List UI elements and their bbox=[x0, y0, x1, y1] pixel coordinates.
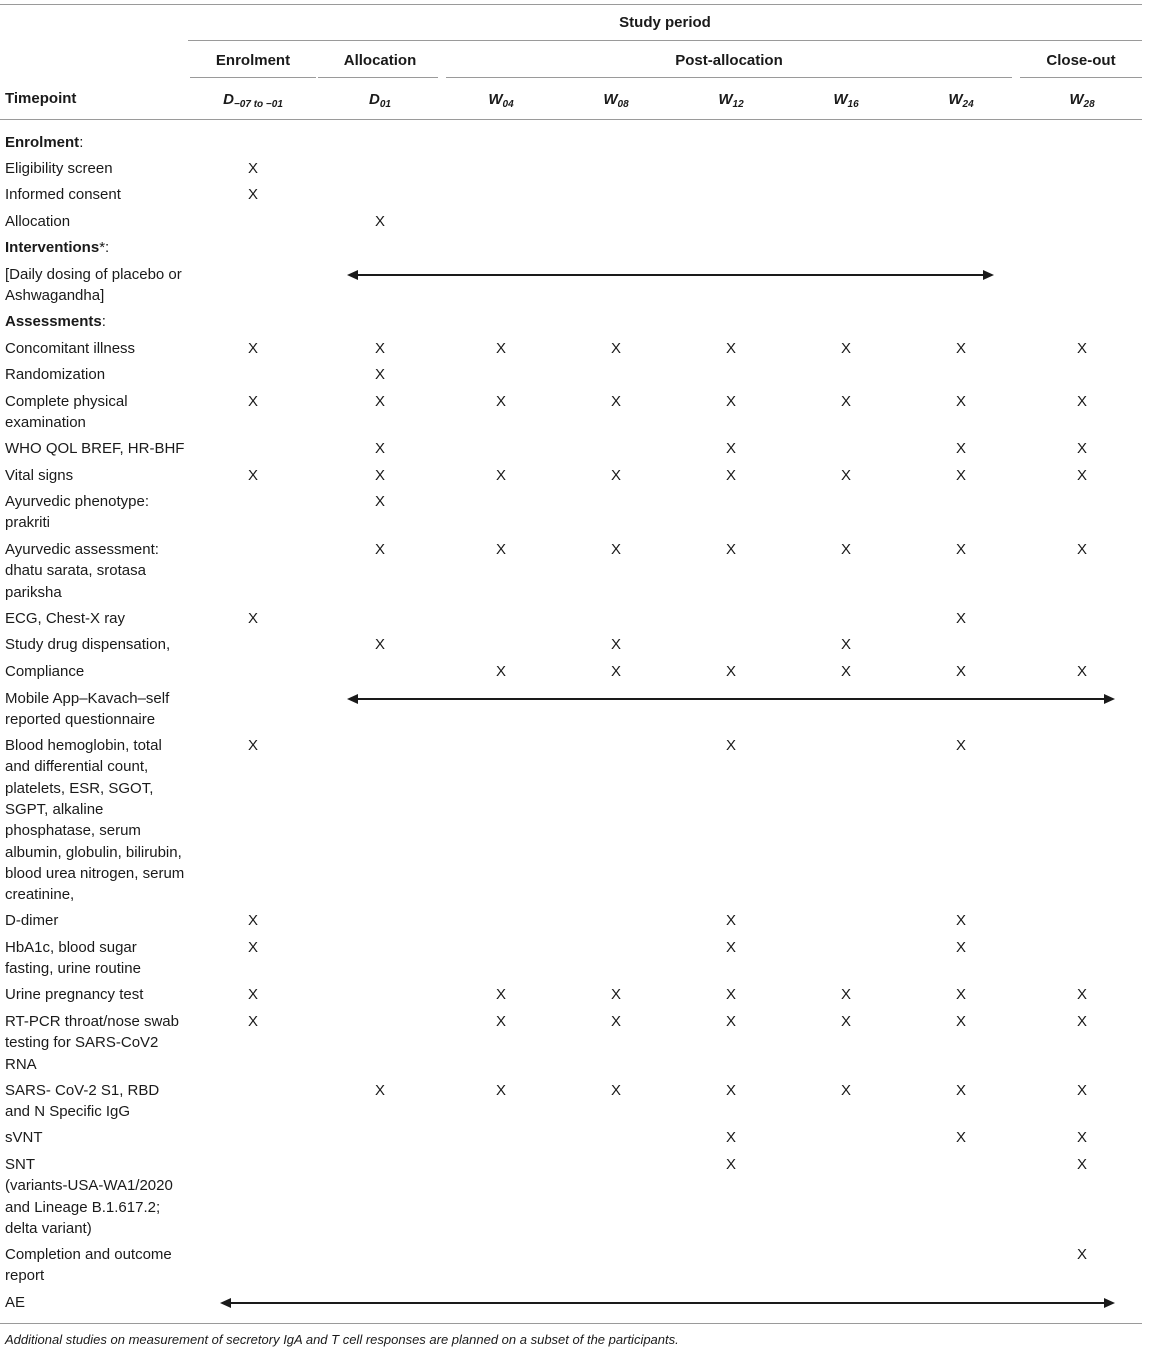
schedule-mark: X bbox=[1076, 393, 1087, 410]
post-allocation-rule bbox=[446, 77, 1012, 78]
row-label: reported questionnaire bbox=[5, 711, 156, 729]
row-label: Blood hemoglobin, total bbox=[5, 737, 162, 754]
timepoint-subscript: 08 bbox=[617, 99, 629, 110]
row-label: and N Specific IgG bbox=[5, 1103, 131, 1121]
schedule-mark: X bbox=[725, 663, 736, 680]
section-heading-text: Interventions bbox=[5, 239, 100, 256]
schedule-mark: X bbox=[374, 467, 385, 484]
schedule-mark: X bbox=[955, 1082, 966, 1099]
duration-arrow-head-left bbox=[347, 694, 358, 704]
schedule-mark: X bbox=[955, 663, 966, 680]
table-top-rule bbox=[0, 4, 1142, 5]
timepoint-subscript: −07 to −01 bbox=[233, 99, 283, 110]
schedule-mark: X bbox=[247, 186, 258, 203]
timepoint-letter: W bbox=[948, 91, 963, 108]
timepoint-subscript: 16 bbox=[847, 99, 859, 110]
schedule-mark: X bbox=[495, 467, 506, 484]
schedule-mark: X bbox=[1076, 663, 1087, 680]
row-label: Study drug dispensation, bbox=[5, 636, 171, 653]
allocation-rule bbox=[318, 77, 438, 78]
schedule-mark: X bbox=[247, 393, 258, 410]
schedule-mark: X bbox=[840, 986, 851, 1003]
schedule-mark: X bbox=[374, 213, 385, 230]
schedule-mark: X bbox=[725, 393, 736, 410]
timepoint-letter: W bbox=[488, 91, 503, 108]
schedule-mark: X bbox=[725, 1013, 736, 1030]
enrolment-header: Enrolment bbox=[215, 52, 291, 69]
timepoint-header-cell bbox=[1022, 89, 1142, 115]
row-label: SGPT, alkaline bbox=[5, 800, 104, 818]
row-label: Ayurvedic assessment: bbox=[5, 541, 159, 558]
timepoint-header-cell bbox=[320, 89, 440, 115]
row-label: Eligibility screen bbox=[5, 160, 113, 177]
schedule-mark: X bbox=[840, 393, 851, 410]
enrolment-rule bbox=[190, 77, 316, 78]
schedule-mark: X bbox=[374, 636, 385, 653]
schedule-mark: X bbox=[840, 467, 851, 484]
schedule-mark: X bbox=[495, 1013, 506, 1030]
row-label: Ayurvedic phenotype: bbox=[5, 493, 149, 510]
schedule-mark: X bbox=[840, 340, 851, 357]
schedule-mark: X bbox=[247, 939, 258, 956]
timepoint-subscript: 12 bbox=[732, 99, 744, 110]
row-label: Informed consent bbox=[5, 186, 121, 203]
schedule-mark: X bbox=[495, 340, 506, 357]
row-label: phosphatase, serum bbox=[5, 822, 141, 840]
schedule-mark: X bbox=[725, 737, 736, 754]
row-label: Completion and outcome bbox=[5, 1246, 172, 1263]
schedule-mark: X bbox=[725, 986, 736, 1003]
row-label: pariksha bbox=[5, 583, 62, 601]
row-label: D-dimer bbox=[5, 912, 59, 929]
schedule-mark: X bbox=[955, 467, 966, 484]
duration-arrow bbox=[220, 1297, 1115, 1309]
row-label: Complete physical bbox=[5, 393, 128, 410]
schedule-mark: X bbox=[610, 393, 621, 410]
schedule-mark: X bbox=[955, 1129, 966, 1146]
schedule-mark: X bbox=[1076, 1129, 1087, 1146]
row-label: Compliance bbox=[5, 663, 85, 680]
row-label: [Daily dosing of placebo or bbox=[5, 266, 182, 283]
schedule-mark: X bbox=[955, 986, 966, 1003]
schedule-mark: X bbox=[247, 986, 258, 1003]
table-footnote: Additional studies on measurement of secretory IgA and T cell responses are planned on a subset of the participants. bbox=[5, 1332, 679, 1347]
row-label: Urine pregnancy test bbox=[5, 986, 144, 1003]
schedule-mark: X bbox=[247, 1013, 258, 1030]
row-label: and Lineage B.1.617.2; bbox=[5, 1198, 161, 1216]
row-label: SARS- CoV-2 S1, RBD bbox=[5, 1082, 160, 1099]
duration-arrow-head-left bbox=[347, 270, 358, 280]
row-label: AE bbox=[5, 1294, 26, 1311]
schedule-mark: X bbox=[955, 737, 966, 754]
row-label: sVNT bbox=[5, 1129, 43, 1146]
row-label: Randomization bbox=[5, 366, 106, 383]
schedule-mark: X bbox=[1076, 1082, 1087, 1099]
section-heading-suffix: : bbox=[79, 134, 84, 151]
schedule-mark: X bbox=[840, 1082, 851, 1099]
timepoint-header-cell bbox=[671, 89, 791, 115]
section-heading-text: Enrolment bbox=[5, 134, 80, 151]
schedule-mark: X bbox=[374, 440, 385, 457]
timepoint-subscript: 28 bbox=[1083, 99, 1095, 110]
schedule-mark: X bbox=[840, 1013, 851, 1030]
duration-arrow bbox=[347, 693, 1115, 705]
row-label: delta variant) bbox=[5, 1219, 92, 1237]
duration-arrow-head-right bbox=[1104, 1298, 1115, 1308]
row-label: creatinine, bbox=[5, 886, 75, 904]
section-heading-text: Assessments bbox=[5, 313, 102, 330]
schedule-mark: X bbox=[1076, 986, 1087, 1003]
row-label: fasting, urine routine bbox=[5, 960, 141, 978]
timepoint-letter: W bbox=[718, 91, 733, 108]
schedule-mark: X bbox=[495, 663, 506, 680]
schedule-mark: X bbox=[610, 541, 621, 558]
duration-arrow-head-left bbox=[220, 1298, 231, 1308]
study-period-header: Study period bbox=[619, 14, 711, 31]
row-label: and differential count, bbox=[5, 758, 149, 776]
timepoint-label: Timepoint bbox=[5, 90, 77, 107]
row-label: WHO QOL BREF, HR-BHF bbox=[5, 440, 185, 457]
schedule-mark: X bbox=[955, 393, 966, 410]
timepoint-header-cell bbox=[556, 89, 676, 115]
schedule-mark: X bbox=[955, 610, 966, 627]
schedule-mark: X bbox=[374, 366, 385, 383]
allocation-header: Allocation bbox=[343, 52, 417, 69]
schedule-mark: X bbox=[610, 1013, 621, 1030]
schedule-mark: X bbox=[374, 541, 385, 558]
post-allocation-header: Post-allocation bbox=[675, 52, 783, 69]
timepoint-letter: W bbox=[833, 91, 848, 108]
schedule-mark: X bbox=[1076, 1156, 1087, 1173]
section-heading-wrap bbox=[5, 132, 83, 153]
close-out-header: Close-out bbox=[1046, 52, 1116, 69]
schedule-mark: X bbox=[610, 1082, 621, 1099]
schedule-mark: X bbox=[955, 541, 966, 558]
row-label: (variants-USA-WA1/2020 bbox=[5, 1177, 173, 1195]
timepoint-letter: W bbox=[603, 91, 618, 108]
schedule-mark: X bbox=[955, 440, 966, 457]
schedule-mark: X bbox=[725, 939, 736, 956]
schedule-mark: X bbox=[955, 340, 966, 357]
timepoint-header-cell bbox=[901, 89, 1021, 115]
schedule-mark: X bbox=[725, 912, 736, 929]
schedule-mark: X bbox=[610, 340, 621, 357]
section-heading-suffix: *: bbox=[99, 239, 110, 256]
schedule-mark: X bbox=[495, 541, 506, 558]
schedule-mark: X bbox=[1076, 440, 1087, 457]
section-heading-wrap bbox=[5, 311, 106, 332]
duration-arrow-head-right bbox=[1104, 694, 1115, 704]
schedule-mark: X bbox=[495, 393, 506, 410]
schedule-mark: X bbox=[247, 340, 258, 357]
schedule-mark: X bbox=[374, 393, 385, 410]
schedule-mark: X bbox=[725, 340, 736, 357]
row-label: ECG, Chest-X ray bbox=[5, 610, 126, 627]
schedule-mark: X bbox=[1076, 1013, 1087, 1030]
schedule-mark: X bbox=[610, 467, 621, 484]
row-label: report bbox=[5, 1267, 45, 1285]
row-label: Ashwagandha] bbox=[5, 287, 105, 305]
row-label: Vital signs bbox=[5, 467, 74, 484]
row-label: blood urea nitrogen, serum bbox=[5, 864, 185, 882]
schedule-mark: X bbox=[725, 440, 736, 457]
schedule-mark: X bbox=[1076, 541, 1087, 558]
schedule-mark: X bbox=[610, 986, 621, 1003]
timepoint-header-cell bbox=[193, 89, 313, 115]
duration-arrow-head-right bbox=[983, 270, 994, 280]
schedule-mark: X bbox=[955, 939, 966, 956]
table-bottom-rule bbox=[0, 1323, 1142, 1324]
schedule-mark: X bbox=[725, 1156, 736, 1173]
header-bottom-rule bbox=[0, 119, 1142, 120]
schedule-mark: X bbox=[247, 912, 258, 929]
row-label: RT-PCR throat/nose swab bbox=[5, 1013, 179, 1030]
schedule-mark: X bbox=[374, 340, 385, 357]
schedule-mark: X bbox=[247, 467, 258, 484]
timepoint-letter: D bbox=[369, 91, 380, 108]
row-label: prakriti bbox=[5, 514, 51, 532]
row-label: examination bbox=[5, 414, 86, 432]
close-out-rule bbox=[1020, 77, 1142, 78]
section-heading-wrap bbox=[5, 237, 109, 258]
schedule-mark: X bbox=[840, 541, 851, 558]
schedule-mark: X bbox=[247, 160, 258, 177]
timepoint-header-cell bbox=[786, 89, 906, 115]
schedule-mark: X bbox=[610, 663, 621, 680]
schedule-mark: X bbox=[1076, 1246, 1087, 1263]
schedule-mark: X bbox=[1076, 340, 1087, 357]
schedule-mark: X bbox=[247, 610, 258, 627]
row-label: SNT bbox=[5, 1156, 35, 1173]
timepoint-header-cell bbox=[441, 89, 561, 115]
timepoint-subscript: 01 bbox=[379, 99, 391, 110]
schedule-mark: X bbox=[725, 541, 736, 558]
timepoint-letter: W bbox=[1069, 91, 1084, 108]
timepoint-subscript: 24 bbox=[962, 99, 974, 110]
row-label: platelets, ESR, SGOT, bbox=[5, 779, 154, 797]
row-label: Allocation bbox=[5, 213, 71, 230]
schedule-mark: X bbox=[725, 1129, 736, 1146]
section-heading-suffix: : bbox=[101, 313, 106, 330]
schedule-mark: X bbox=[725, 1082, 736, 1099]
study-period-rule bbox=[188, 40, 1142, 41]
timepoint-subscript: 04 bbox=[502, 99, 514, 110]
schedule-mark: X bbox=[495, 986, 506, 1003]
row-label: RNA bbox=[5, 1055, 37, 1073]
schedule-mark: X bbox=[840, 636, 851, 653]
schedule-mark: X bbox=[247, 737, 258, 754]
row-label: testing for SARS-CoV2 bbox=[5, 1034, 159, 1052]
row-label: Concomitant illness bbox=[5, 340, 136, 357]
duration-arrow bbox=[347, 269, 994, 281]
schedule-mark: X bbox=[374, 1082, 385, 1099]
schedule-mark: X bbox=[840, 663, 851, 680]
schedule-mark: X bbox=[1076, 467, 1087, 484]
timepoint-letter: D bbox=[223, 91, 234, 108]
row-label: HbA1c, blood sugar bbox=[5, 939, 137, 956]
row-label: Mobile App–Kavach–self bbox=[5, 690, 170, 707]
schedule-mark: X bbox=[955, 912, 966, 929]
schedule-mark: X bbox=[495, 1082, 506, 1099]
row-label: dhatu sarata, srotasa bbox=[5, 562, 146, 580]
schedule-mark: X bbox=[955, 1013, 966, 1030]
row-label: albumin, globulin, bilirubin, bbox=[5, 843, 182, 861]
schedule-mark: X bbox=[610, 636, 621, 653]
schedule-mark: X bbox=[725, 467, 736, 484]
schedule-mark: X bbox=[374, 493, 385, 510]
